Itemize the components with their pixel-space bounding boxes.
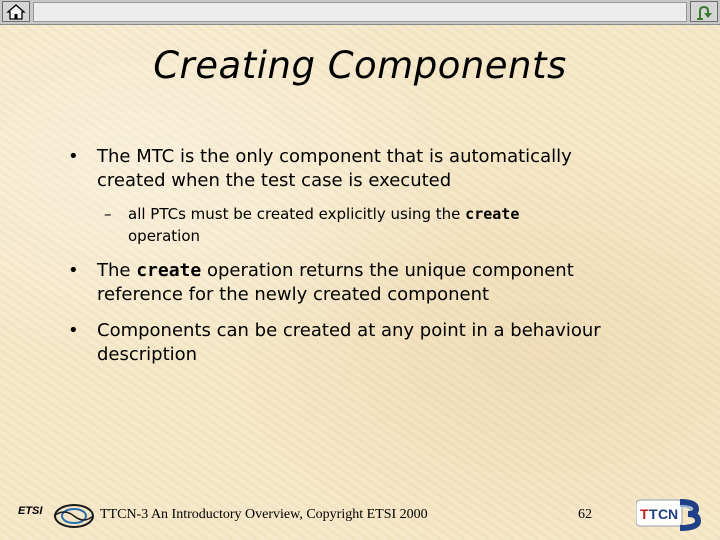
top-bar-strip bbox=[33, 2, 687, 22]
sub-bullet-marker: – bbox=[104, 205, 112, 223]
footer-copyright: TTCN-3 An Introductory Overview, Copyright ETSI 2000 bbox=[100, 507, 428, 522]
bullet-1-text bbox=[97, 145, 657, 193]
bullet-marker: • bbox=[68, 320, 79, 341]
bullet-2-line-1 bbox=[97, 259, 657, 283]
bullet-3-line-2: description bbox=[97, 344, 198, 365]
ttcn3-logo bbox=[636, 496, 704, 532]
svg-text:C: C bbox=[658, 506, 669, 522]
svg-text:N: N bbox=[668, 506, 679, 522]
return-button[interactable] bbox=[690, 1, 718, 22]
sub-bullet-text bbox=[128, 203, 648, 247]
sub-bullet-line-1 bbox=[128, 203, 648, 225]
bullet-marker: • bbox=[68, 146, 79, 167]
slide-title: Creating Components bbox=[153, 44, 567, 87]
bullet-1-line-2: created when the test case is executed bbox=[97, 170, 452, 191]
bullet-3-text bbox=[97, 319, 657, 367]
bullet-2-text-before: The bbox=[97, 260, 137, 281]
return-icon bbox=[694, 3, 714, 21]
svg-text:T: T bbox=[640, 506, 649, 522]
page-number: 62 bbox=[578, 507, 592, 522]
home-button[interactable] bbox=[2, 1, 30, 22]
top-navigation-bar bbox=[0, 0, 720, 25]
sub-bullet-line-2: operation bbox=[128, 227, 201, 245]
create-keyword: create bbox=[465, 205, 520, 223]
bullet-1-line-1: The MTC is the only component that is automatically bbox=[97, 146, 572, 167]
bullet-2-text-after: operation returns the unique component bbox=[201, 260, 574, 281]
bullet-3-line-1: Components can be created at any point in a behaviour bbox=[97, 320, 601, 341]
bullet-2-text bbox=[97, 259, 657, 307]
bullet-marker: • bbox=[68, 260, 79, 281]
create-keyword: create bbox=[136, 260, 202, 281]
home-icon bbox=[6, 3, 26, 21]
bullet-2-line-2: reference for the newly created component bbox=[97, 284, 490, 305]
sub-bullet-text-before: all PTCs must be created explicitly using the bbox=[128, 205, 466, 223]
svg-text:T: T bbox=[649, 506, 658, 522]
etsi-logo-text: ETSI bbox=[18, 505, 43, 517]
